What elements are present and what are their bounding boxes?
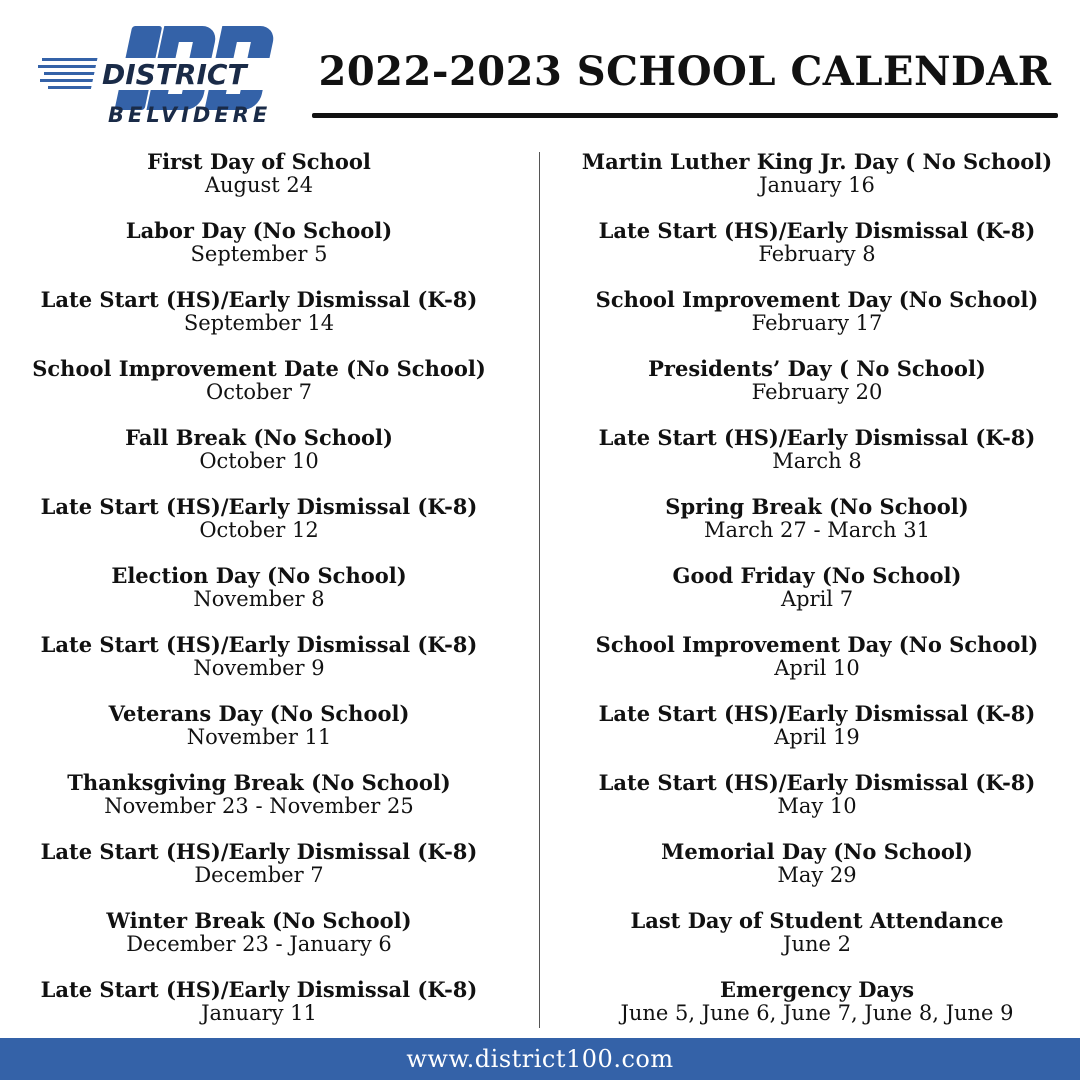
right-column: [576, 150, 1058, 1047]
event-item: [576, 909, 1058, 978]
event-name: Veterans Day (No School): [108, 701, 410, 726]
event-date: October 12: [199, 518, 319, 542]
event-name: Late Start (HS)/Early Dismissal (K-8): [598, 425, 1036, 450]
event-item: [20, 219, 498, 288]
event-name: Fall Break (No School): [125, 425, 393, 450]
event-date: March 27 - March 31: [704, 518, 930, 542]
event-date: May 10: [777, 794, 857, 818]
event-date: December 23 - January 6: [126, 932, 392, 956]
event-date: September 14: [183, 311, 335, 335]
event-name: Thanksgiving Break (No School): [67, 770, 451, 795]
event-date: June 5, June 6, June 7, June 8, June 9: [620, 1001, 1014, 1025]
event-date: February 17: [751, 311, 883, 335]
event-date: October 10: [199, 449, 319, 473]
event-name: Late Start (HS)/Early Dismissal (K-8): [40, 287, 478, 312]
footer-bar: [0, 1038, 1080, 1080]
event-name: Late Start (HS)/Early Dismissal (K-8): [40, 977, 478, 1002]
event-name: Memorial Day (No School): [661, 839, 973, 864]
event-item: [576, 150, 1058, 219]
event-date: November 11: [186, 725, 332, 749]
event-item: [576, 219, 1058, 288]
event-item: [20, 633, 498, 702]
event-item: [576, 771, 1058, 840]
event-item: [576, 702, 1058, 771]
event-date: April 7: [780, 587, 854, 611]
event-date: September 5: [190, 242, 328, 266]
event-name: First Day of School: [147, 149, 371, 174]
event-name: Winter Break (No School): [106, 908, 412, 933]
event-item: [20, 288, 498, 357]
event-name: Labor Day (No School): [125, 218, 393, 243]
event-date: January 16: [759, 173, 875, 197]
event-name: Martin Luther King Jr. Day ( No School): [581, 149, 1053, 174]
event-item: [20, 495, 498, 564]
event-date: October 7: [205, 380, 312, 404]
event-name: Late Start (HS)/Early Dismissal (K-8): [40, 494, 478, 519]
district-100-logo-icon: [34, 18, 284, 130]
district-logo: [34, 18, 284, 130]
event-name: School Improvement Day (No School): [595, 287, 1039, 312]
event-item: [20, 702, 498, 771]
event-date: November 9: [193, 656, 325, 680]
event-name: School Improvement Day (No School): [595, 632, 1039, 657]
event-item: [576, 357, 1058, 426]
event-name: Spring Break (No School): [665, 494, 969, 519]
event-item: [576, 633, 1058, 702]
event-item: [20, 909, 498, 978]
event-date: November 23 - November 25: [104, 794, 414, 818]
event-date: March 8: [772, 449, 862, 473]
column-divider: [539, 152, 540, 1028]
event-name: Late Start (HS)/Early Dismissal (K-8): [40, 632, 478, 657]
event-date: June 2: [783, 932, 851, 956]
event-date: May 29: [777, 863, 857, 887]
left-column: [20, 150, 498, 1047]
event-item: [20, 426, 498, 495]
event-item: [20, 771, 498, 840]
event-name: Late Start (HS)/Early Dismissal (K-8): [598, 770, 1036, 795]
event-name: Last Day of Student Attendance: [630, 908, 1004, 933]
logo-district-text: DISTRICT: [102, 58, 247, 91]
event-date: January 11: [201, 1001, 317, 1025]
event-date: December 7: [194, 863, 324, 887]
event-date: August 24: [204, 173, 314, 197]
event-date: April 10: [774, 656, 860, 680]
event-item: [20, 840, 498, 909]
event-name: Late Start (HS)/Early Dismissal (K-8): [40, 839, 478, 864]
logo-belvidere-text: BELVIDERE: [108, 103, 272, 127]
event-item: [20, 978, 498, 1047]
event-name: Good Friday (No School): [672, 563, 962, 588]
event-date: February 8: [758, 242, 876, 266]
event-item: [576, 564, 1058, 633]
event-item: [576, 840, 1058, 909]
event-name: Election Day (No School): [111, 563, 407, 588]
event-item: [20, 564, 498, 633]
event-name: Emergency Days: [719, 977, 915, 1002]
event-item: [576, 495, 1058, 564]
event-item: [576, 978, 1058, 1047]
event-date: April 19: [774, 725, 860, 749]
page-title: 2022-2023 SCHOOL CALENDAR: [318, 48, 1052, 95]
event-date: November 8: [193, 587, 325, 611]
event-name: Presidents’ Day ( No School): [648, 356, 986, 381]
event-date: February 20: [751, 380, 883, 404]
event-name: Late Start (HS)/Early Dismissal (K-8): [598, 701, 1036, 726]
event-item: [20, 150, 498, 219]
website-link[interactable]: www.district100.com: [406, 1045, 674, 1073]
event-name: Late Start (HS)/Early Dismissal (K-8): [598, 218, 1036, 243]
event-name: School Improvement Date (No School): [32, 356, 486, 381]
event-item: [576, 426, 1058, 495]
event-item: [576, 288, 1058, 357]
title-underline: [312, 113, 1058, 118]
event-item: [20, 357, 498, 426]
